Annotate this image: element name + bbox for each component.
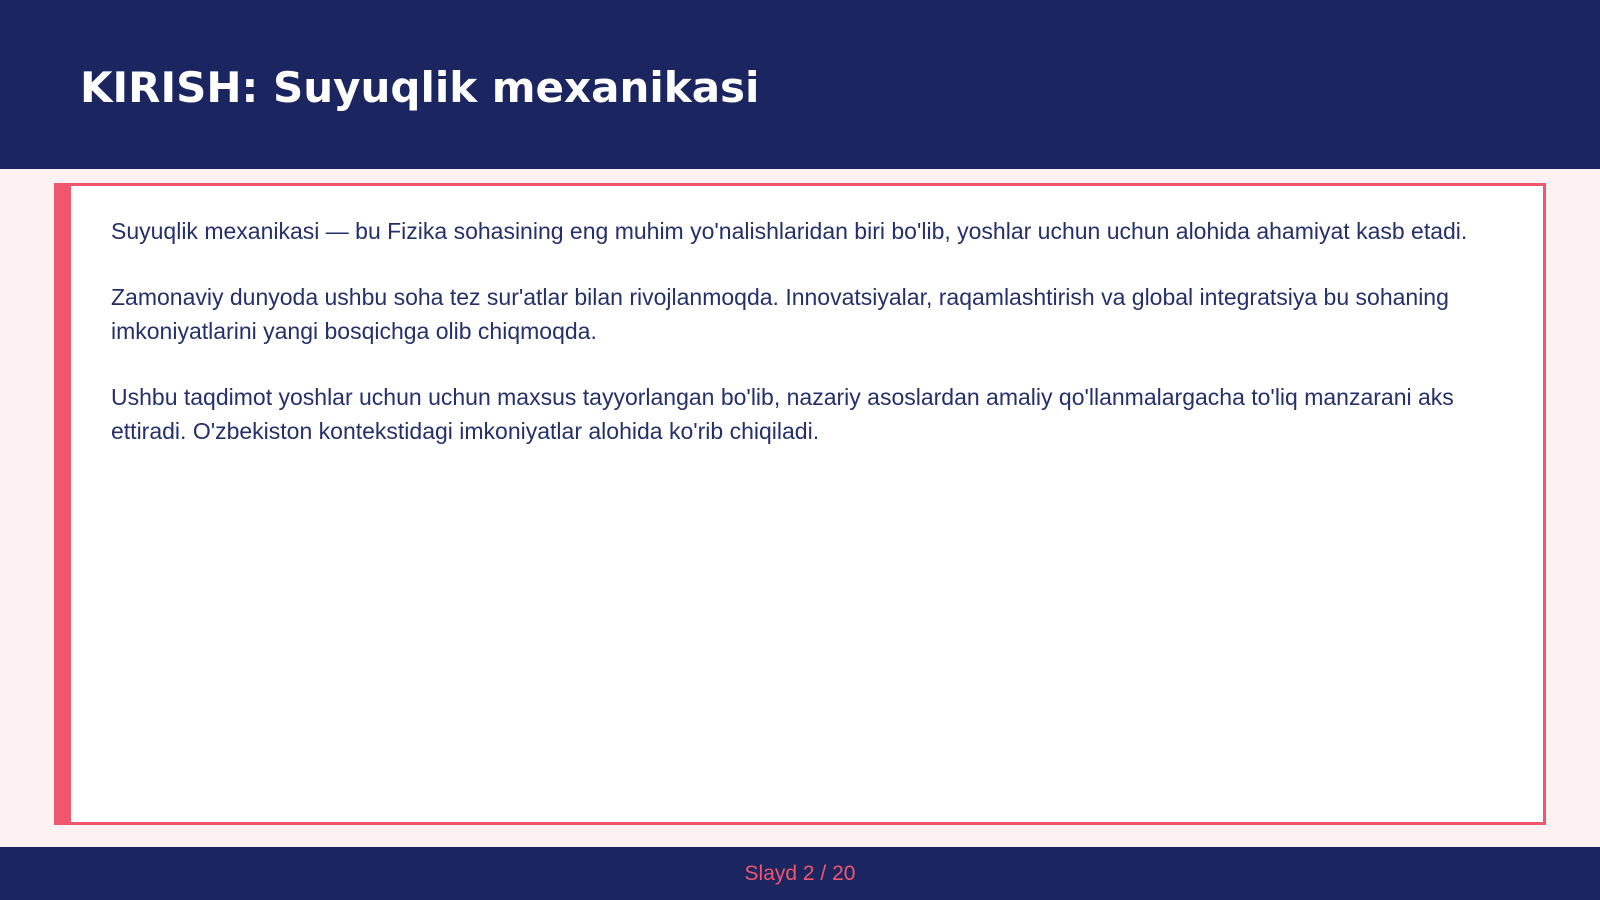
intro-paragraph-1: Suyuqlik mexanikasi — bu Fizika sohasining eng muhim yo'nalishlaridan biri bo'lib, yoshlar uchun uchun alohida ahamiyat kasb etadi. <box>111 218 1468 244</box>
slide-header <box>0 0 1600 169</box>
slide-footer <box>0 847 1600 900</box>
content-card <box>54 183 1546 825</box>
slide-counter: Slayd 2 / 20 <box>744 862 856 885</box>
slide-title: KIRISH: Suyuqlik mexanikasi <box>80 63 760 112</box>
intro-paragraph-3: Ushbu taqdimot yoshlar uchun uchun maxsus tayyorlangan bo'lib, nazariy asoslardan amaliy qo'llanmalargacha to'liq manzarani aks ettiradi. O'zbekiston kontekstidagi imkoniyatlar alohida ko'rib chiqiladi. <box>111 384 1454 444</box>
intro-paragraph-2: Zamonaviy dunyoda ushbu soha tez sur'atlar bilan rivojlanmoqda. Innovatsiyalar, raqamlashtirish va global integratsiya bu sohaning imkoniyatlarini yangi bosqichga olib chiqmoqda. <box>111 284 1449 344</box>
